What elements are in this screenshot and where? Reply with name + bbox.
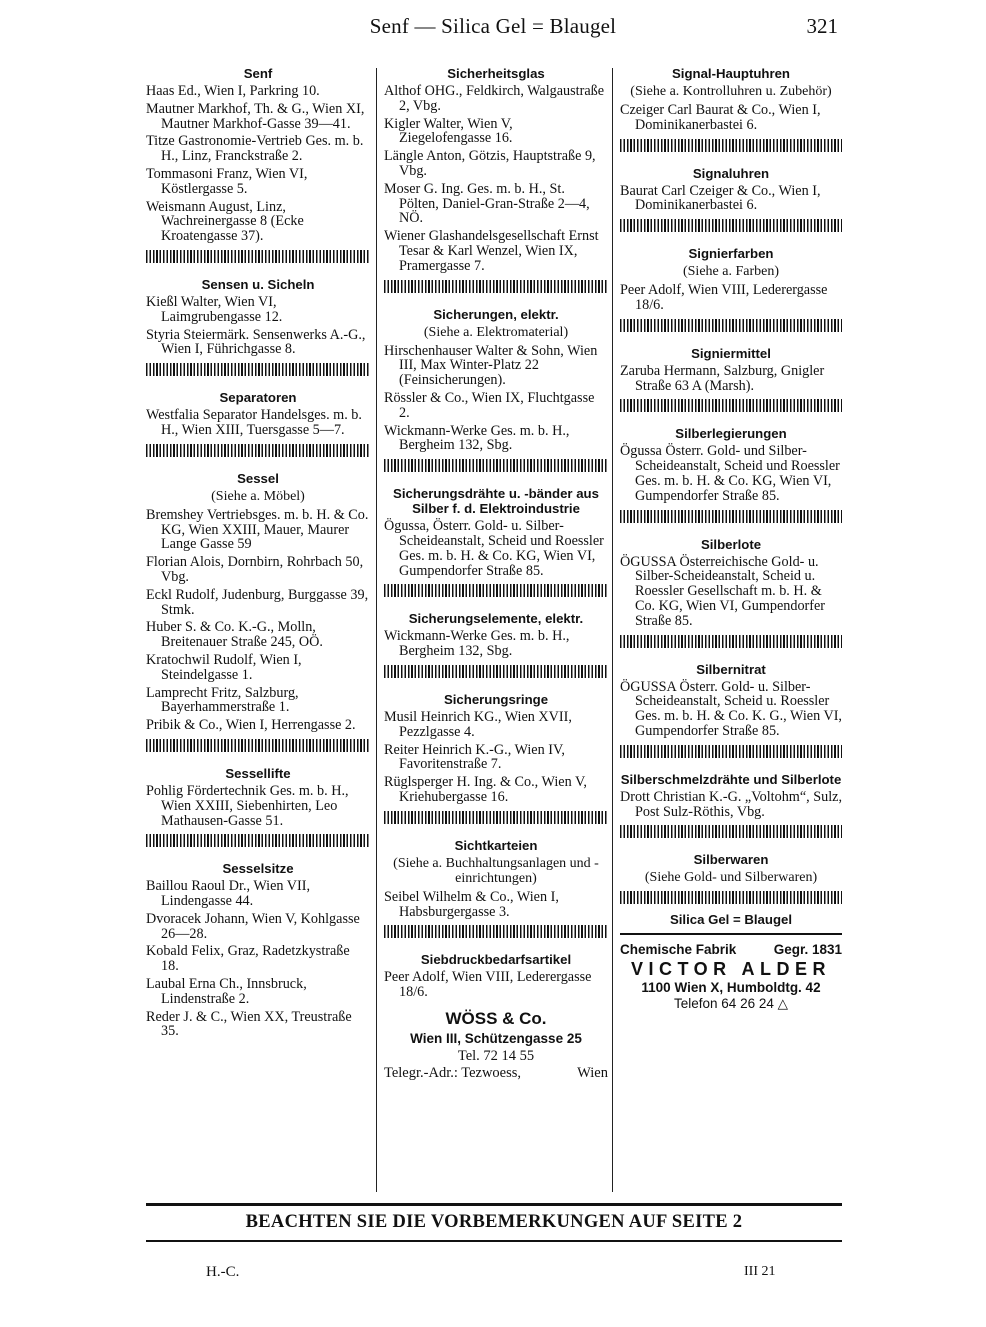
directory-entry: Reder J. & C., Wien XX, Treustraße 35. — [146, 1008, 352, 1040]
section-heading: Silberlegierungen — [675, 426, 787, 442]
ad-woess-telegr-label: Telegr.-Adr.: Tezwoess, — [384, 1064, 522, 1081]
directory-entry: Längle Anton, Götzis, Hauptstraße 9, Vbg. — [384, 148, 596, 179]
separator — [384, 811, 608, 824]
ad-victor-alder — [620, 933, 842, 1012]
directory-entry: Reiter Heinrich K.-G., Wien IV, Favoritenstraße 7. — [384, 741, 565, 773]
section-heading: Sicherungselemente, elektr. — [408, 611, 584, 627]
directory-section — [620, 662, 842, 739]
separator — [146, 250, 370, 263]
page-header — [0, 14, 986, 46]
ad-woess-address: Wien III, Schützengasse 25 — [410, 1030, 582, 1046]
directory-entry: Haas Ed., Wien I, Parkring 10. — [146, 83, 320, 99]
directory-entry: ÖGUSSA Österreichische Gold- u. Silber-Scheideanstalt, Scheid u. Roessler Gesellschaft m. b. H. & Co. KG, Wien VI, Gumpendorfer Straße 85. — [620, 553, 826, 629]
directory-section — [384, 692, 608, 805]
section-heading: Signierfarben — [688, 246, 774, 262]
directory-entry: Kießl Walter, Wien VI, Laimgrubengasse 12. — [146, 293, 283, 325]
column-2 — [384, 64, 608, 1082]
separator — [620, 825, 842, 838]
directory-entry: Huber S. & Co. K.-G., Molln, Breitenauer Straße 245, OÖ. — [146, 619, 323, 651]
section-heading: Sicherungsdrähte u. -bänder aus Silber f. d. Elektroindustrie — [393, 486, 599, 517]
directory-entry: Rössler & Co., Wien IX, Fluchtgasse 2. — [384, 389, 595, 421]
directory-section — [620, 346, 842, 394]
separator — [620, 399, 842, 412]
directory-section — [146, 390, 370, 438]
directory-section — [384, 486, 608, 578]
directory-entry: Musil Heinrich KG., Wien XVII, Pezzlgasse 4. — [384, 708, 572, 740]
section-heading: Separatoren — [219, 390, 297, 406]
ad-alder-name: VICTOR ALDER — [630, 959, 831, 980]
directory-entry: Kratochwil Rudolf, Wien I, Steindelgasse 1. — [146, 651, 302, 683]
ad-alder-company-type: Chemische Fabrik — [620, 942, 737, 958]
directory-entry: Czeiger Carl Baurat & Co., Wien I, Dominikanerbastei 6. — [620, 102, 821, 133]
ad-alder-line1 — [620, 941, 842, 958]
directory-entry: ÖGUSSA Österr. Gold- u. Silber-Scheideanstalt, Scheid u. Roessler Ges. m. b. H. & Co. K. G., Wien VI, Gumpendorfer Straße 85. — [620, 678, 842, 739]
section-heading: Signiermittel — [691, 345, 771, 361]
notice-rule-top — [146, 1203, 842, 1206]
section-heading: Sicherungsringe — [443, 691, 549, 707]
directory-entry: Zaruba Hermann, Salzburg, Gnigler Straße 63 A (Marsh). — [620, 362, 825, 394]
directory-entry: Mautner Markhof, Th. & G., Wien XI, Mautner Markhof-Gasse 39—41. — [146, 100, 365, 132]
directory-entry: Wickmann-Werke Ges. m. b. H., Bergheim 132, Sbg. — [384, 422, 570, 454]
separator — [620, 510, 842, 523]
section-heading: Silbernitrat — [696, 661, 766, 677]
ad-alder-phone: Telefon 64 26 24 △ — [674, 996, 788, 1012]
separator — [384, 584, 608, 597]
directory-section — [620, 66, 842, 133]
section-note: (Siehe a. Kontrolluhren u. Zubehör) — [630, 84, 832, 99]
section-heading: Silberschmelzdrähte und Silberlote — [620, 771, 842, 787]
directory-entry: Peer Adolf, Wien VIII, Lederergasse 18/6. — [620, 282, 828, 313]
ad-woess — [384, 1008, 608, 1082]
separator — [620, 891, 842, 904]
directory-section — [384, 952, 608, 1000]
page-title: Senf — Silica Gel = Blaugel — [369, 14, 617, 38]
directory-entry: Titze Gastronomie-Vertrieb Ges. m. b. H., Linz, Franckstraße 2. — [146, 133, 364, 165]
directory-entry: Ögussa Österr. Gold- und Silber-Scheideanstalt, Scheid und Roessler Ges. m. b. H. & Co. KG, Wien VI, Gumpendorfer Straße 85. — [620, 443, 840, 504]
separator — [620, 635, 842, 648]
ad-woess-telegr-city: Wien — [577, 1064, 608, 1081]
directory-section — [620, 426, 842, 503]
section-heading: Sensen u. Sicheln — [201, 276, 315, 292]
section-heading: Sessellifte — [225, 765, 291, 781]
section-note: (Siehe Gold- und Silberwaren) — [644, 870, 818, 886]
directory-section — [620, 852, 842, 885]
separator — [620, 139, 842, 152]
directory-section — [620, 246, 842, 313]
directory-entry: Baurat Carl Czeiger & Co., Wien I, Dominikanerbastei 6. — [620, 182, 821, 214]
section-heading: Sichtkarteien — [454, 837, 538, 853]
separator — [146, 363, 370, 376]
section-note: (Siehe a. Möbel) — [211, 488, 305, 504]
separator — [384, 925, 608, 938]
separator — [146, 444, 370, 457]
notice-banner: BEACHTEN SIE DIE VORBEMERKUNGEN AUF SEITE 2 — [245, 1212, 743, 1232]
directory-entry: Westfalia Separator Handelsges. m. b. H., Wien XIII, Tuersgasse 5—7. — [146, 407, 362, 438]
directory-entry: Rüglsperger H. Ing. & Co., Wien V, Kriehubergasse 16. — [384, 774, 587, 805]
ad-alder-address: 1100 Wien X, Humboldtg. 42 — [641, 980, 821, 996]
separator — [384, 280, 608, 293]
directory-section — [384, 611, 608, 659]
notice-rule-bottom — [146, 1240, 842, 1242]
page-number: 321 — [806, 14, 838, 38]
directory-section — [146, 277, 370, 357]
section-note: (Siehe a. Farben) — [682, 264, 780, 280]
section-note: (Siehe a. Elektromaterial) — [423, 324, 569, 340]
directory-entry: Hirschenhauser Walter & Sohn, Wien III, Max Winter-Platz 22 (Feinsicherungen). — [384, 342, 598, 389]
separator — [620, 319, 842, 332]
directory-entry: Kobald Felix, Graz, Radetzkystraße 18. — [146, 943, 350, 975]
section-heading: Silberlote — [700, 536, 762, 552]
directory-entry: Pohlig Fördertechnik Ges. m. b. H., Wien XXIII, Siebenhirten, Leo Mathausen-Gasse 51. — [146, 782, 349, 829]
section-heading: Signaluhren — [692, 165, 770, 181]
directory-entry: Bremshey Vertriebsges. m. b. H. & Co. KG, Wien XXIII, Mauer, Maurer Lange Gasse 59 — [146, 506, 369, 553]
section-heading: Signal-Hauptuhren — [672, 66, 790, 81]
section-heading: Sicherheitsglas — [447, 66, 545, 81]
section-heading: Sessel — [237, 470, 279, 486]
directory-entry: Baillou Raoul Dr., Wien VII, Lindengasse 44. — [146, 878, 311, 910]
section-heading: Siebdruckbedarfsartikel — [420, 952, 572, 968]
directory-section — [620, 166, 842, 214]
section-heading: Sesselsitze — [222, 861, 294, 877]
directory-entry: Wiener Glashandelsgesellschaft Ernst Tesar & Karl Wenzel, Wien IX, Pramergasse 7. — [384, 228, 599, 274]
ad-woess-name: WÖSS & Co. — [445, 1008, 547, 1028]
footer-left: H.-C. — [206, 1264, 240, 1280]
directory-entry: Seibel Wilhelm & Co., Wien I, Habsburgergasse 3. — [384, 888, 559, 920]
directory-section — [146, 861, 370, 1039]
directory-entry: Florian Alois, Dornbirn, Rohrbach 50, Vbg. — [146, 554, 364, 585]
directory-entry: Tommasoni Franz, Wien VI, Köstlergasse 5. — [146, 165, 308, 197]
ad-alder-founded: Gegr. 1831 — [773, 942, 842, 958]
section-heading: Silberwaren — [693, 852, 769, 868]
separator — [620, 745, 842, 758]
separator — [384, 459, 608, 472]
ad-woess-tel: Tel. 72 14 55 — [457, 1047, 535, 1064]
directory-entry: Ögussa, Österr. Gold- u. Silber-Scheideanstalt, Scheid und Roessler Ges. m. b. H. & Co. KG, Wien VI, Gumpendorfer Straße 85. — [384, 518, 604, 579]
directory-entry: Kigler Walter, Wien V, Ziegelofengasse 16. — [384, 115, 513, 147]
directory-section — [620, 772, 842, 820]
directory-entry: Wickmann-Werke Ges. m. b. H., Bergheim 132, Sbg. — [384, 628, 570, 660]
section-heading: Silica Gel = Blaugel — [669, 912, 793, 928]
directory-section — [384, 838, 608, 920]
column-divider — [612, 68, 613, 1192]
separator — [384, 665, 608, 678]
directory-section — [384, 307, 608, 454]
directory-entry: Weismann August, Linz, Wachreinergasse 8 (Ecke Kroatengasse 37). — [146, 198, 304, 245]
directory-section — [146, 66, 370, 244]
directory-entry: Peer Adolf, Wien VIII, Lederergasse 18/6. — [384, 969, 592, 1001]
directory-entry: Moser G. Ing. Ges. m. b. H., St. Pölten, Daniel-Gran-Straße 2—4, NÖ. — [384, 180, 590, 227]
directory-entry: Lamprecht Fritz, Salzburg, Bayerhammerstraße 1. — [146, 684, 299, 716]
footer-right: III 21 — [744, 1264, 776, 1279]
directory-section — [146, 766, 370, 828]
column-1 — [146, 64, 370, 1043]
separator — [146, 739, 370, 752]
directory-entry: Laubal Erna Ch., Innsbruck, Lindenstraße 2. — [146, 976, 307, 1007]
directory-section — [384, 66, 608, 274]
separator — [146, 834, 370, 847]
directory-entry: Drott Christian K.-G. „Voltohm“, Sulz, Post Sulz-Röthis, Vbg. — [620, 788, 842, 820]
directory-entry: Pribik & Co., Wien I, Herrengasse 2. — [146, 717, 356, 734]
section-heading: Sicherungen, elektr. — [433, 306, 559, 322]
column-divider — [376, 68, 377, 1192]
directory-entry: Dvoracek Johann, Wien V, Kohlgasse 26—28. — [146, 910, 360, 942]
directory-entry: Eckl Rudolf, Judenburg, Burggasse 39, Stmk. — [146, 586, 369, 618]
directory-section — [620, 537, 842, 629]
section-heading: Senf — [243, 66, 273, 81]
section-note: (Siehe a. Buchhaltungsanlagen und -einrichtungen) — [393, 855, 599, 886]
directory-entry: Styria Steiermärk. Sensenwerks A.-G., Wien I, Führichgasse 8. — [146, 326, 366, 358]
directory-entry: Althof OHG., Feldkirch, Walgaustraße 2, Vbg. — [384, 83, 605, 114]
column-3 — [620, 64, 842, 1012]
ad-woess-telegr — [384, 1065, 608, 1082]
directory-section — [146, 471, 370, 733]
separator — [620, 219, 842, 232]
